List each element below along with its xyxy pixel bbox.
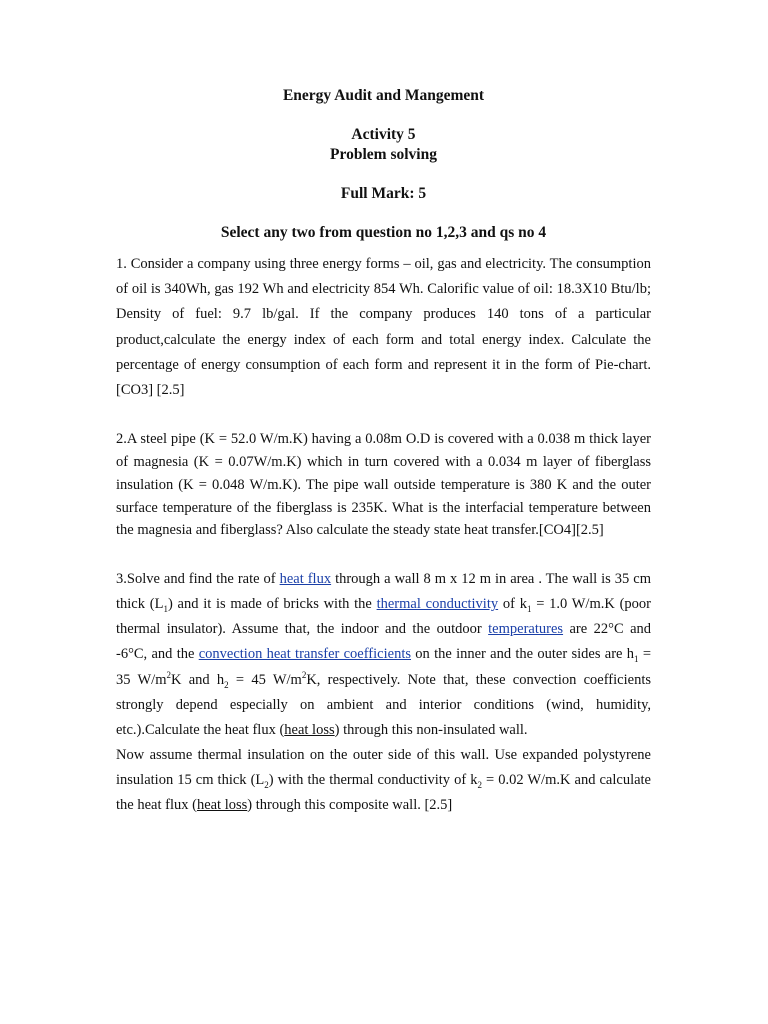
q3-text: through a wall 8 m x 12 m in area . The wall is 35 cm thick (L [116, 571, 651, 613]
question-1: 1. Consider a company using three energy forms – oil, gas and electricity. The consumption of oil is 340Wh, gas 192 Wh and electricity 854 Wh. Calorific value of oil: 18.3X10 Btu/lb; Density of fuel: 9.7 lb/gal. If the company produces 140 tons of a particular product,calculate the energy index of each form and total energy index. Calculate the percentage of energy consumption of each form and represent it in the form of Pie-chart. [CO3] [2.5] [116, 256, 651, 399]
instruction: Select any two from question no 1,2,3 and qs no 4 [220, 224, 547, 241]
q3-text: of k [498, 596, 527, 613]
q3-text: = 0.02 W/m.K and calculate the heat flux ( [116, 771, 651, 814]
subscript: 1 [163, 604, 168, 615]
question-3-part-2 [116, 743, 651, 818]
q3-text: ) with the thermal conductivity of k [268, 771, 478, 788]
question-3-part-1 [116, 567, 651, 743]
heat-loss-term: heat loss [196, 797, 248, 814]
subscript: 2 [264, 779, 269, 790]
subscript: 2 [224, 679, 229, 690]
q3-text: K, respectively. Note that, these convection coefficients strongly depend especially on ambient and interior conditions (wind, humidity, etc.).Calculate the heat flux ( [116, 671, 651, 738]
thermal-conductivity-link[interactable]: thermal conductivity [376, 596, 499, 613]
document-page [116, 86, 651, 818]
q3-text: 3.Solve and find the rate of [116, 571, 280, 588]
q3-text: = 1.0 W/m.K (poor thermal insulator). Assume that, the indoor and the outdoor [116, 596, 651, 638]
q3-text: ) through this non-insulated wall. [334, 721, 528, 738]
q3-text: are 22°C and -6°C, and the [116, 621, 652, 663]
subscript: 1 [526, 604, 532, 615]
question-2: 2.A steel pipe (K = 52.0 W/m.K) having a 0.08m O.D is covered with a 0.038 m thick layer of magnesia (K = 0.07W/m.K) which in turn covered with a 0.034 m layer of fiberglass insulation (K = 0.048 W/m.K). The pipe wall outside temperature is 380 K and the outer surface temperature of the fiberglass is 235K. What is the interfacial temperature between the magnesia and fiberglass? Also calculate the steady state heat transfer.[CO4][2.5] [116, 431, 651, 539]
full-mark: Full Mark: 5 [340, 185, 427, 202]
q3-text: ) through this composite wall. [2.5] [247, 797, 453, 814]
subscript: 1 [634, 654, 639, 665]
q3-text: K and h [170, 671, 225, 688]
q3-text: = 45 W/m [228, 671, 302, 688]
activity-subtitle: Problem solving [330, 146, 437, 163]
heat-loss-term: heat loss [284, 721, 335, 738]
superscript: 2 [301, 669, 307, 680]
superscript: 2 [166, 669, 171, 680]
document-title: Energy Audit and Mangement [282, 87, 485, 104]
temperatures-link[interactable]: temperatures [488, 621, 564, 638]
heat-flux-link[interactable]: heat flux [279, 571, 332, 588]
activity-label: Activity 5 [351, 126, 416, 143]
subscript: 2 [477, 779, 482, 790]
convection-coefficients-link[interactable]: convection heat transfer coefficients [198, 646, 411, 663]
q3-text: ) and it is made of bricks with the [167, 596, 377, 613]
q3-text: Now assume thermal insulation on the outer side of this wall. Use expanded polystyrene insulation 15 cm thick (L [116, 746, 651, 788]
q3-text: = 35 W/m [116, 646, 651, 688]
q3-text: on the inner and the outer sides are h [411, 646, 635, 663]
